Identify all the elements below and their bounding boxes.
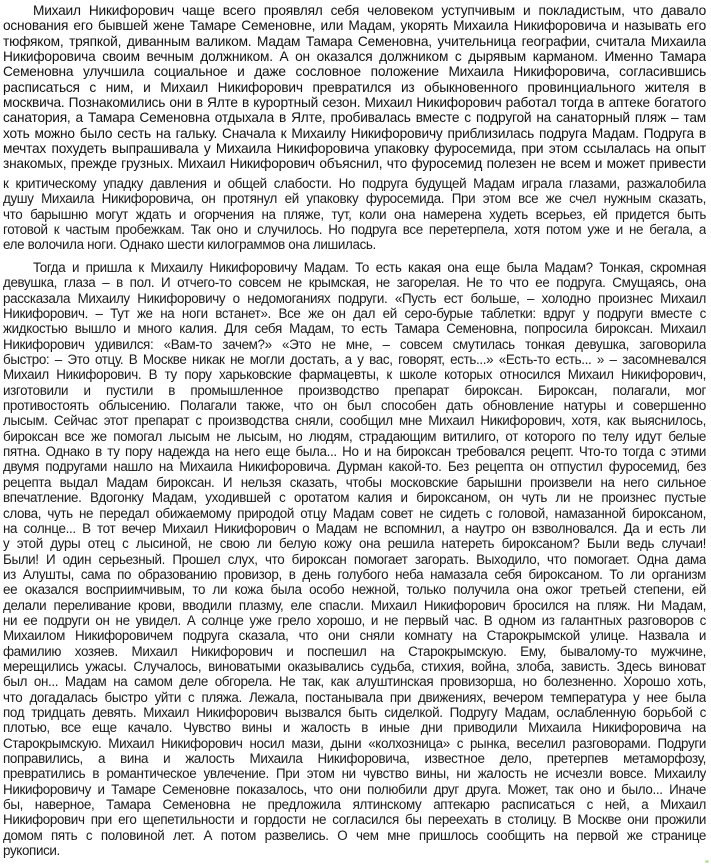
text-line: готовой к частым пробежкам. Так оно и случилось. Но подруга все перетерпела, хотя потом уже и не бегала, а <box>3 222 706 238</box>
text-line: жидкостью вышло и много калия. Для себя Мадам, то есть Тамара Семеновна, попросила бироксан. Михаил <box>3 321 706 337</box>
text-line: впечатление. Вдогонку Мадам, уходившей с оротатом калия и бироксаном, он чуть ли не произнес пустые <box>3 490 706 506</box>
text-line: Никифоровича своим вечным должником. А он оказался должником с дырявым карманом. Именно Тамара <box>3 49 706 65</box>
text-line: Михаилом Никифоровичем подруга сказала, что они сняли комнату на Старокрымской улице. Назвала и <box>3 628 706 644</box>
text-line: рассказала Михаилу Никифоровичу о недомоганиях подруги. «Пусть ест больше, – холодно произнес Михаил <box>3 290 706 306</box>
text-line: к критическому упадку давления и общей слабости. Но подруга будущей Мадам играла глазами, разжалобила <box>3 176 706 191</box>
text-line: быстро: – Это отцу. В Москве никак не могли достать, а у вас, говорят, есть...» «Есть-то есть... » – засомневался <box>3 352 706 368</box>
paragraph-1-continuation <box>3 176 706 253</box>
text-line: что догадалась быстро уйти с пляжа. Лежала, постанывала при движениях, вечером температура у нее была <box>3 689 706 705</box>
text-line: лысым. Сейчас этот препарат с производства сняли, сообщил мне Михаил Никифорович, хотя, как выяснилось, <box>3 413 706 429</box>
text-line: что барышню могут ждать и огорчения на пляже, тут, коли она намерена худеть всерьез, ей придется быть <box>3 206 706 222</box>
text-line: Никифорович при его щепетильности и гордости не согласился бы переехать в столицу. В Москве они прожили <box>3 812 706 828</box>
text-line: делали переливание крови, вводили плазму, еле спасли. Михаил Никифорович бросился на пляж. Ни Мадам, <box>3 597 706 613</box>
text-line: под тридцать девять. Михаил Никифорович вызвался быть сиделкой. Подругу Мадам, ослабленную борьбой с <box>3 704 706 720</box>
text-line: слова, чуть не передал обижаемому природой отцу Мадам совет не сидеть с головой, намазанной бироксаном, <box>3 505 706 521</box>
text-line: Никифоровичу и Тамаре Семеновне показалось, что они полюбили друг друга. Может, так оно и было... Иначе <box>3 781 706 797</box>
text-line: поправились, а вина и жалость Михаила Никифоровича, известное дело, претерпев метаморфозу, <box>3 751 706 766</box>
text-line: ее оказался восприимчивым, то ли кожа была особо нежной, только получила она ожог третьей степени, ей <box>3 582 706 598</box>
paragraph-2 <box>3 260 706 858</box>
text-line: рукописи. <box>3 843 60 859</box>
text-line: домом пять с половиной лет. А потом развелись. О чем мне пришлось сообщить на первой же странице <box>3 827 706 843</box>
text-line: Были! И один серьезный. Прошел слух, что бироксан помогает загорать. Выходило, что помогает. Одна дама <box>3 551 706 567</box>
text-line: бы, наверное, Тамара Семеновна не предложила ялтинскому аптекарю расписаться с ней, а Михаил <box>3 797 706 813</box>
text-line: душу Михаила Никифоровича, он протянул ей упаковку фуросемида. При этом все же счел нужным сказать, <box>3 191 706 207</box>
text-line: изготовили и пустили в промышленное производство препарат бироксан. Бироксан, полагали, мог <box>3 382 706 398</box>
text-line: на солнце... В тот вечер Михаил Никифорович о Мадам не вспомнил, а наутро он взволновался. Да и есть ли <box>3 520 706 536</box>
text-line: Михаил Никифорович чаще всего проявлял себя человеком уступчивым и покладистым, что давало <box>33 3 706 18</box>
text-line: расписаться с ним, и Михаил Никифорович превратился из обыкновенного провинциального жителя в <box>3 79 706 95</box>
text-line: Никифорович удивился: «Вам-то зачем?» «Это не мне, – совсем смутилась тонкая девушка, заговорила <box>3 336 706 352</box>
text-line: Старокрымскую. Михаил Никифорович носил мази, дыни «колхозница» с рынка, веселил разговорами. Подруги <box>3 735 706 751</box>
paragraph-1 <box>3 3 706 172</box>
text-line: противостоять облысению. Полагали также, что он был способен дать обновление натуры и совершенно <box>3 398 706 414</box>
text-line: Тогда и пришла к Михаилу Никифоровичу Мадам. То есть какая она еще была Мадам? Тонкая, скромная <box>33 260 706 275</box>
text-line: фамилию хозяев. Михаил Никифорович и поспешил на Старокрымскую. Ему, бывалому-то мужчине, <box>3 643 706 659</box>
text-line: мечтах похудеть выпрашивала у Михаила Никифоровича упаковку фуросемида, при этом ссылалась на опыт <box>3 141 706 157</box>
text-line: был он... Мадам на самом деле обгорела. Не так, как алуштинская провизорша, но болезненно. Хорошо хоть, <box>3 674 706 690</box>
text-line: основания его бывшей жене Тамаре Семеновне, или Мадам, укорять Михаила Никифоровича и называть его <box>3 18 706 34</box>
text-line: девушка, глаза – в пол. И отчего-то совсем не крымская, не загорелая. Не то что ее подруга. Смущаясь, она <box>3 275 706 291</box>
text-line: тюфяком, тряпкой, диванным валиком. Мадам Тамара Семеновна, учительница географии, считала Михаила <box>3 33 706 49</box>
text-line: санатория, а Тамара Семеновна отдыхала в Ялте, пробивалась вместе с подругой на санаторный пляж – там <box>3 110 706 126</box>
text-line: москвича. Познакомились они в Ялте в курортный сезон. Михаил Никифорович работал тогда в аптеке богатого <box>3 95 706 111</box>
text-line: рецепта выдал Мадам бироксан. И нельзя сказать, чтобы московские барышни произвели на него сильное <box>3 474 706 490</box>
text-line: знакомых, прежде грузных. Михаил Никифорович объяснил, что фуросемид полезен не всем и может привести <box>3 156 706 172</box>
text-line: мерещились ужасы. Случалось, виноватыми оказывались судьба, стихия, война, злоба, зависть. Здесь виноват <box>3 658 706 674</box>
text-line: плотью, все еще качало. Чувство вины и жалость в иные дни приводили Михаила Никифоровича на <box>3 720 706 736</box>
text-line: еле волочила ноги. Однако шести килограммов она лишилась. <box>3 237 376 253</box>
text-line: из Алушты, сама по образованию провизор, в день голубого неба намазала себя бироксаном. То ли организм <box>3 566 706 582</box>
text-line: пятна. Однако в ту пору надежда на него еще была... Но и на бироксан требовался рецепт. Что-то тогда с этими <box>3 444 706 460</box>
text-line: бироксан все же помогал лысым не лысым, но людям, страдающим витилиго, от которого по телу идут белые <box>3 428 706 444</box>
page-corner-marker <box>705 860 709 863</box>
text-line: превратились в романтическое увлечение. При этом ни чувство вины, ни жалость не исчезли вовсе. Михаилу <box>3 766 706 782</box>
text-line: Никифорович. – Тут же на ноги встанет». Все же он дал ей серо-бурые таблетки: вдруг у подруги вместе с <box>3 306 706 322</box>
text-line: у этой дуры отец с лысиной, не свою ли белую кожу она решила натереть бироксаном? Были ведь случаи! <box>3 536 706 552</box>
text-line: двумя подругами нашло на Михаила Никифоровича. Дурман какой-то. Без рецепта он отпустил фуросемид, без <box>3 459 706 475</box>
text-line: Семеновна улучшила социальное и даже сословное положение Михаила Никифоровича, согласившись <box>3 64 706 80</box>
text-line: ни ее подруги он не увидел. А солнце уже грело хорошо, и не первый час. В одном из галантных разговоров с <box>3 612 706 628</box>
text-line: Михаил Никифорович. В ту пору харьковские фармацевты, к школе которых относился Михаил Никифорович, <box>3 367 706 383</box>
text-line: хоть можно было сесть на гальку. Сначала к Михаилу Никифоровичу приблизилась подруга Мадам. Подруга в <box>3 125 706 141</box>
